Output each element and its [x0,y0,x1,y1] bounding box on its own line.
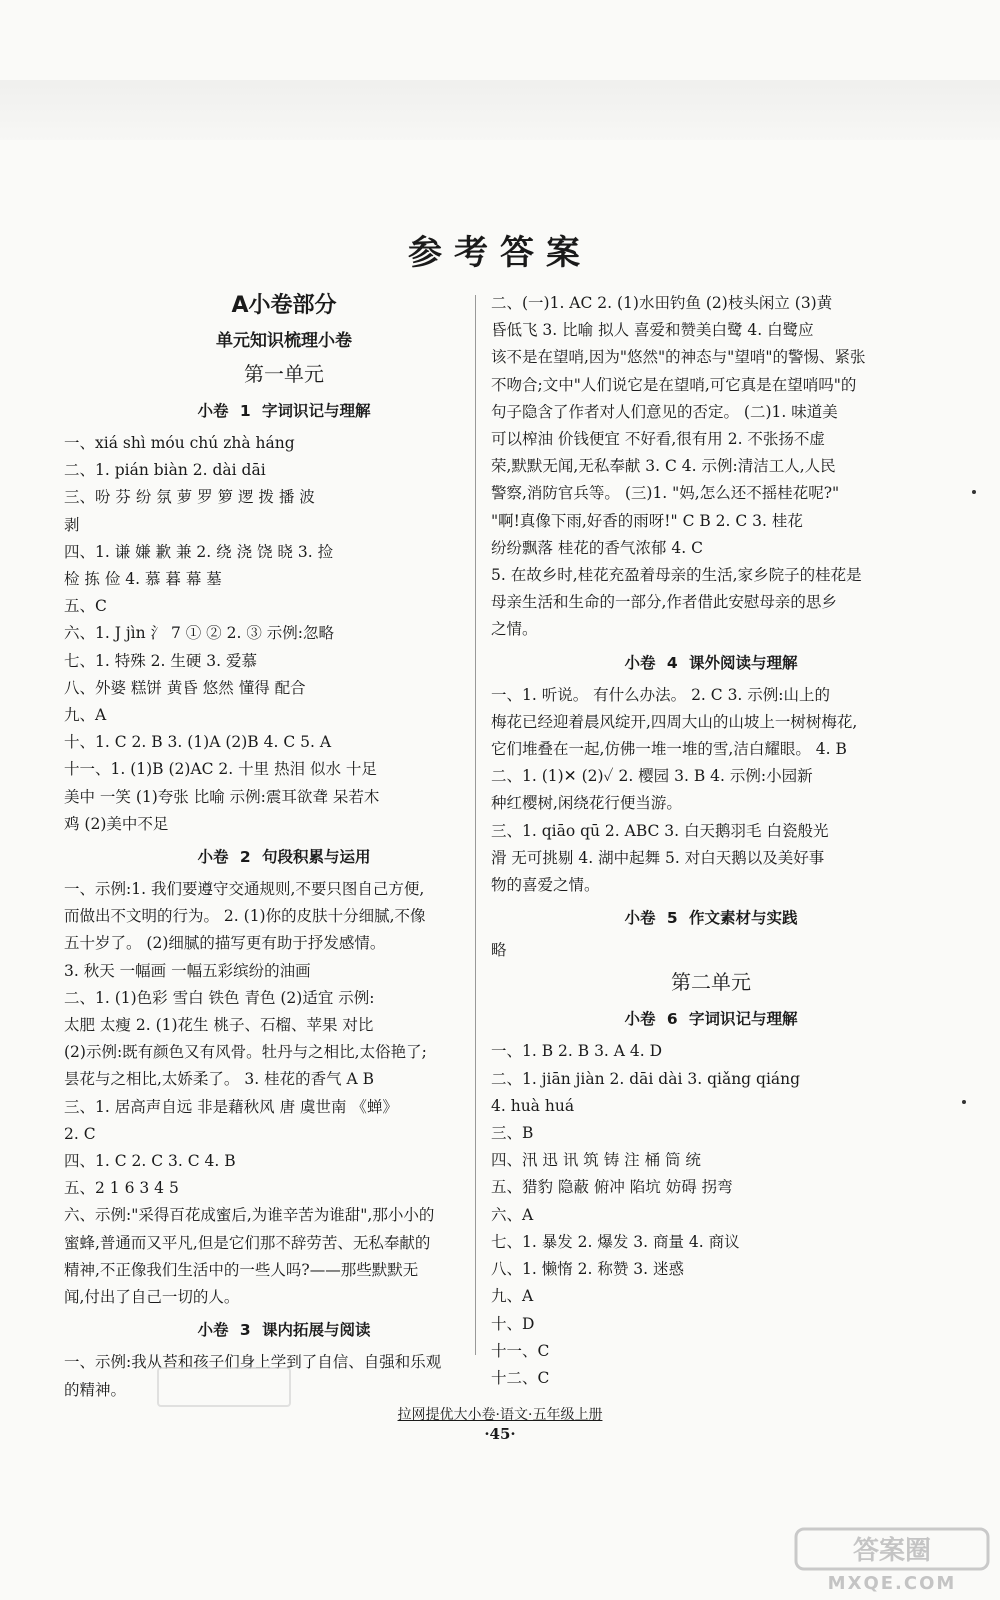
answer-line: 二、1. jiān jiàn 2. dāi dài 3. qiǎng qiáng [491,1069,801,1088]
quiz-heading: 小卷 2 句段积累与运用 [197,848,371,867]
unit-heading: 第二单元 [671,970,751,995]
answer-line: 该不是在望哨,因为"悠然"的神态与"望哨"的警惕、紧张 [491,348,866,367]
answer-line: 5. 在故乡时,桂花充盈着母亲的生活,家乡院子的桂花是 [491,566,862,585]
answer-line: 六、A [491,1205,534,1224]
answer-line: 六、1. J jìn 氵 7 ① ② 2. ③ 示例:忽略 [64,624,334,643]
scan-speck [972,490,976,494]
answer-line: 检 拣 俭 4. 慕 暮 幕 墓 [64,570,222,589]
answer-line: 三、吩 芬 纷 氛 萝 罗 箩 逻 拨 播 波 [64,488,315,507]
quiz-heading: 小卷 5 作文素材与实践 [624,909,798,928]
answer-line: 精神,不正像我们生活中的一些人吗?——那些默默无 [64,1260,419,1279]
answer-line: 四、1. 谦 嫌 歉 兼 2. 绕 浇 饶 晓 3. 捡 [64,542,334,561]
answer-line: 八、外婆 糕饼 黄昏 悠然 懂得 配合 [64,678,306,697]
answer-line: 闻,付出了自己一切的人。 [64,1288,240,1307]
answer-line: 三、1. 居高声自远 非是藉秋风 唐 虞世南 《蝉》 [64,1097,398,1116]
unit-heading: 第一单元 [244,362,324,386]
answer-line: 六、示例:"采得百花成蜜后,为谁辛苦为谁甜",那小小的 [64,1206,435,1225]
answer-line: (2)示例:既有颜色又有风骨。牡丹与之相比,太俗艳了; [64,1043,427,1062]
right-column [491,290,931,1392]
answer-line: 二、1. (1)✕ (2)✓ 2. 樱园 3. B 4. 示例:小园新 [491,767,813,786]
answer-line: 四、汛 迅 讯 筑 铸 注 桶 筒 统 [491,1151,701,1170]
quiz-heading: 小卷 6 字词识记与理解 [624,1010,798,1029]
watermark-logo-text: 答案圈 [852,1536,932,1566]
answer-line: 句子隐含了作者对人们意见的否定。 (二)1. 味道美 [491,402,838,421]
stamp-watermark [157,1367,291,1407]
answer-line: 一、示例:我从苔和孩子们身上学到了自信、自强和乐观 [64,1353,442,1372]
answer-line: 一、1. B 2. B 3. A 4. D [491,1042,663,1061]
answer-line: 八、1. 懒惰 2. 称赞 3. 迷惑 [491,1260,685,1279]
answer-line: 五、2 1 6 3 4 5 [64,1179,179,1198]
scan-top-band [0,80,1000,140]
answer-line: 种红樱树,闲绕花行便当游。 [491,794,682,813]
answer-line: 九、A [491,1287,534,1306]
answer-line: 母亲生活和生命的一部分,作者借此安慰母亲的思乡 [491,593,837,612]
answer-line: 五、C [64,597,107,616]
answer-line: 昏低飞 3. 比喻 拟人 喜爱和赞美白鹭 4. 白鹭应 [491,321,814,340]
answer-line: 三、B [491,1124,534,1143]
page-title: 参考答案 [408,233,592,273]
quiz-heading: 小卷 3 课内拓展与阅读 [197,1321,371,1340]
answer-line: "啊!真像下雨,好香的雨呀!" C B 2. C 3. 桂花 [491,511,803,530]
left-column [64,290,504,1404]
answer-line: 十二、C [491,1368,550,1387]
answer-line: 美中 一笑 (1)夸张 比喻 示例:震耳欲聋 呆若木 [64,787,380,806]
answer-line: 五、猎豹 隐蔽 俯冲 陷坑 妨碍 拐弯 [491,1178,733,1197]
answer-line: 太肥 太瘦 2. (1)花生 桃子、石榴、苹果 对比 [64,1016,374,1035]
section-heading: 单元知识梳理小卷 [216,331,352,351]
answer-line: 蜜蜂,普通而又平凡,但是它们那不辞劳苦、无私奉献的 [64,1233,431,1252]
answer-line: 昙花与之相比,太娇柔了。 3. 桂花的香气 A B [64,1070,375,1089]
answer-line: 而做出不文明的行为。 2. (1)你的皮肤十分细腻,不像 [64,907,426,926]
answer-line: 可以榨油 价钱便宜 不好看,很有用 2. 不张扬不虚 [491,430,825,449]
part-heading: A小卷部分 [231,293,337,318]
answer-line: 三、1. qiāo qū 2. ABC 3. 白天鹅羽毛 白瓷般光 [491,821,829,840]
answer-line: 梅花已经迎着晨风绽开,四周大山的山坡上一树树梅花, [491,712,858,731]
answer-line: 之情。 [491,620,538,639]
scan-speck [962,1100,966,1104]
answer-line: 4. huà huá [491,1096,575,1115]
answer-line: 七、1. 暴发 2. 爆发 3. 商量 4. 商议 [491,1232,740,1251]
answer-line: 九、A [64,706,107,725]
page-number: ·45· [484,1425,516,1443]
answer-line: 它们堆叠在一起,仿佛一堆一堆的雪,洁白耀眼。 4. B [491,740,847,759]
answer-line: 二、(一)1. AC 2. (1)水田钓鱼 (2)枝头闲立 (3)黄 [491,294,833,312]
quiz-heading: 小卷 1 字词识记与理解 [197,402,371,420]
answer-line: 二、1. (1)色彩 雪白 铁色 青色 (2)适宜 示例: [64,988,375,1007]
answer-line: 2. C [64,1124,96,1143]
answer-line: 一、1. 听说。 有什么办法。 2. C 3. 示例:山上的 [491,685,831,704]
footer-series-title: 拉网提优大小卷·语文·五年级上册 [397,1407,603,1423]
answer-line: 十一、C [491,1341,550,1360]
answer-line: 物的喜爱之情。 [491,876,600,895]
answer-line: 剥 [64,515,80,534]
answer-line: 五十岁了。 (2)细腻的描写更有助于抒发感情。 [64,934,386,953]
watermark-logo-url: MXQE.COM [827,1573,957,1594]
answer-line: 十、1. C 2. B 3. (1)A (2)B 4. C 5. A [64,733,332,752]
answer-line: 十一、1. (1)B (2)AC 2. 十里 热泪 似水 十足 [64,760,377,779]
quiz-heading: 小卷 4 课外阅读与理解 [624,653,798,672]
answer-line: 3. 秋天 一幅画 一幅五彩缤纷的油画 [64,961,311,980]
answer-line: 荣,默默无闻,无私奉献 3. C 4. 示例:清洁工人,人民 [491,457,836,476]
answer-line: 七、1. 特殊 2. 生硬 3. 爱慕 [64,651,258,670]
answer-line: 四、1. C 2. C 3. C 4. B [64,1152,236,1171]
answer-line: 滑 无可挑剔 4. 湖中起舞 5. 对白天鹅以及美好事 [491,848,825,867]
answer-line: 一、xiá shì móu chú zhà háng [64,434,295,452]
answer-line: 纷纷飘落 桂花的香气浓郁 4. C [491,538,703,557]
answer-site-watermark-logo [792,1525,992,1595]
answer-line: 十、D [491,1314,535,1333]
answer-line: 不吻合;文中"人们说它是在望哨,可它真是在望哨吗"的 [491,375,857,394]
answer-line: 警察,消防官兵等。 (三)1. "妈,怎么还不摇桂花呢?" [491,484,840,503]
answer-line: 的精神。 [64,1380,127,1399]
answer-line: 鸡 (2)美中不足 [64,814,169,833]
answer-line: 二、1. pián biàn 2. dài dāi [64,461,266,480]
answer-line: 一、示例:1. 我们要遵守交通规则,不要只图自己方便, [64,880,425,899]
answer-line: 略 [491,941,507,960]
